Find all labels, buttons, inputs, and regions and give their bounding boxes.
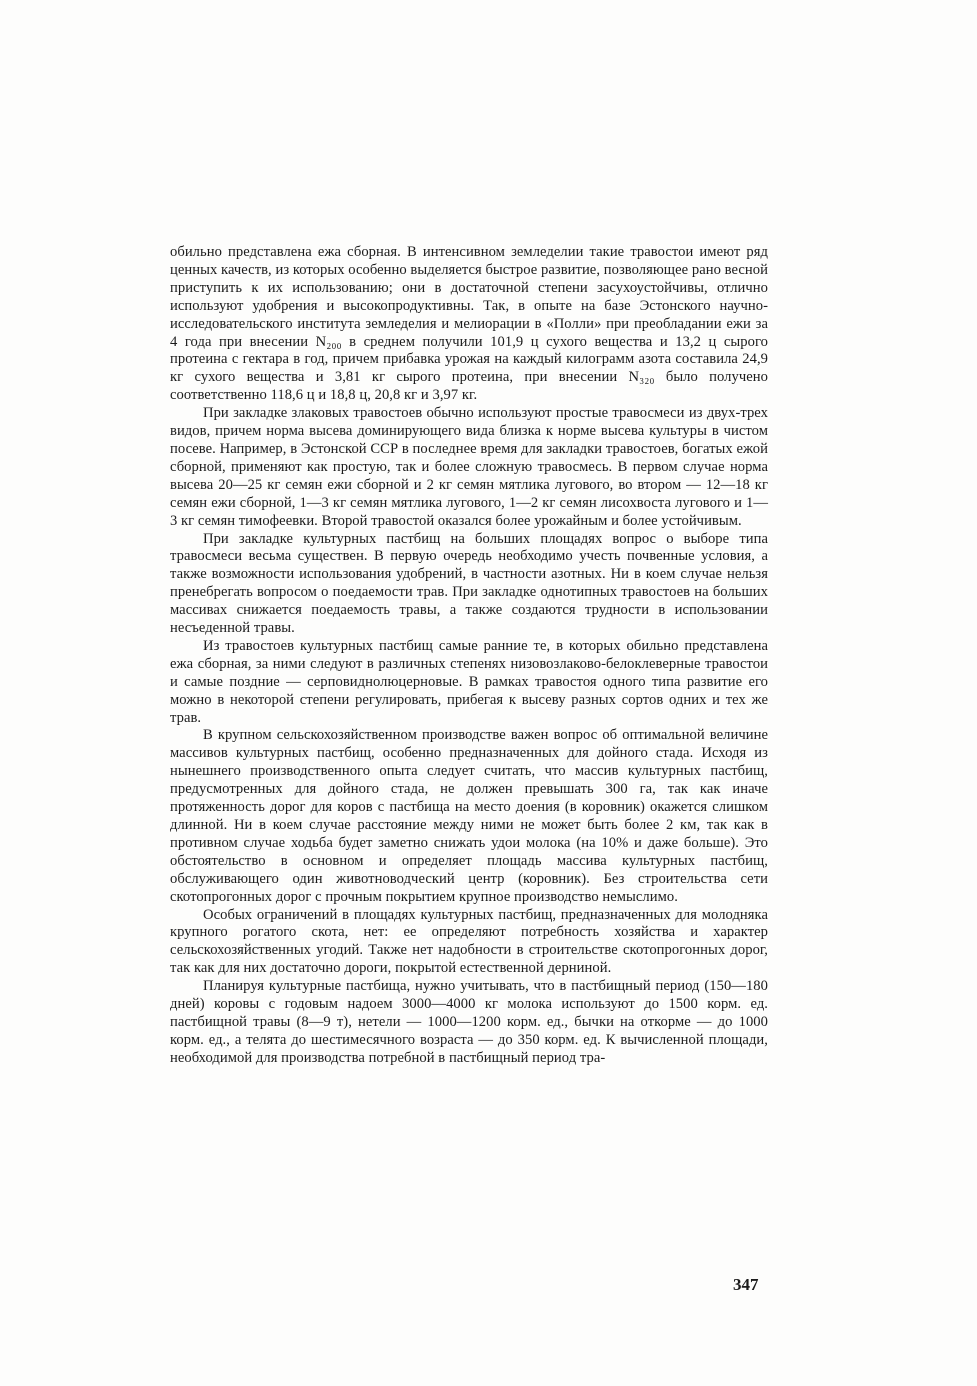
paragraph-2: При закладке злаковых травостоев обычно используют простые травосмеси из двух-трех видов, причем норма высева доминирующего вида близка к норме высева культуры в чистом посеве. Например, в Эстонской ССР в последнее время для закладки травостоев, богатых ежой сборной, применяют как простую, так и более сложную травосмесь. В первом случае норма высева 20—25 кг семян ежи сборной и 2 кг семян мятлика лугового, во втором — 12—18 кг семян ежи сборной, 1—3 кг семян мятлика лугового, 1—2 кг семян лисохвоста лугового и 1—3 кг семян тимофеевки. Второй травостой оказался более урожайным и более устойчивым. <box>170 405 768 529</box>
paragraph-5: В крупном сельскохозяйственном производстве важен вопрос об оптимальной величине массивов культурных пастбищ, особенно предназначенных для дойного стада. Исходя из нынешнего производственного опыта следует считать, что массив культурных пастбищ, предусмотренных для дойного стада, не должен превышать 300 га, так как иначе протяженность дорог для коров с пастбища на место доения (в коровник) окажется слишком длинной. Ни в коем случае расстояние между ними не может быть более 2 км, так как в противном случае ходьба будет заметно снижать удои молока (на 10% и даже больше). Это обстоятельство в основном и определяет площадь массива культурных пастбищ, обслуживающего один животноводческий центр (коровник). Без строительства сети скотопрогонных дорог с прочным покрытием крупное производство немыслимо. <box>170 727 768 905</box>
paragraph-6: Особых ограничений в площадях культурных пастбищ, предназначенных для молодняка крупного рогатого скота, нет: ее определяют потребность хозяйства и характер сельскохозяйственных угодий. Также нет надобности в строительстве скотопрогонных дорог, так как для них достаточно дороги, покрытой естественной дерниной. <box>170 906 768 977</box>
paragraph-4: Из травостоев культурных пастбищ самые ранние те, в которых обильно представлена ежа сборная, за ними следуют в различных степенях низовозлаково-белоклеверные травостои и самые поздние — серповиднолюцерновые. В рамках травостоя одного типа развитие его можно в некоторой степени регулировать, прибегая к высеву разных сортов одних и тех же трав. <box>170 637 768 726</box>
paragraph-3: При закладке культурных пастбищ на больших площадях вопрос о выборе типа травосмеси весьма существен. В первую очередь необходимо учесть почвенные условия, а также возможности использования удобрений, в частности азотных. Ни в коем случае нельзя пренебрегать вопросом о поедаемости трав. При закладке однотипных травостоев на больших массивах снижается поедаемость травы, а также создаются трудности в использовании несъеденной травы. <box>170 530 768 637</box>
body-text <box>170 244 768 1068</box>
paragraph-1: обильно представлена ежа сборная. В интенсивном земледелии такие травостои имеют ряд ценных качеств, из которых особенно выделяется быстрое развитие, позволяющее рано весной приступить к их использованию; они в достаточной степени засухоустойчивы, отлично используют удобрения и высокопродуктивны. Так, в опыте на базе Эстонского научно-исследовательского института земледелия и мелиорации в «Полли» при преобладании ежи за 4 года при внесении N₂₀₀ в среднем получили 101,9 ц сухого вещества и 13,2 ц сырого протеина с гектара в год, причем прибавка урожая на каждый килограмм азота составила 24,9 кг сухого вещества и 3,81 кг сырого протеина, при внесении N₃₂₀ было получено соответственно 118,6 ц и 18,8 ц, 20,8 кг и 3,97 кг. <box>170 244 768 404</box>
page-number: 347 <box>733 1275 759 1294</box>
paragraph-7: Планируя культурные пастбища, нужно учитывать, что в пастбищный период (150—180 дней) коровы с годовым надоем 3000—4000 кг молока используют до 1500 корм. ед. пастбищной травы (8—9 т), нетели — 1000—1200 корм. ед., бычки на откорме — до 1000 корм. ед., а телята до шестимесячного возраста — до 350 корм. ед. К вычисленной площади, необходимой для производства потребной в пастбищный период тра- <box>170 978 768 1066</box>
